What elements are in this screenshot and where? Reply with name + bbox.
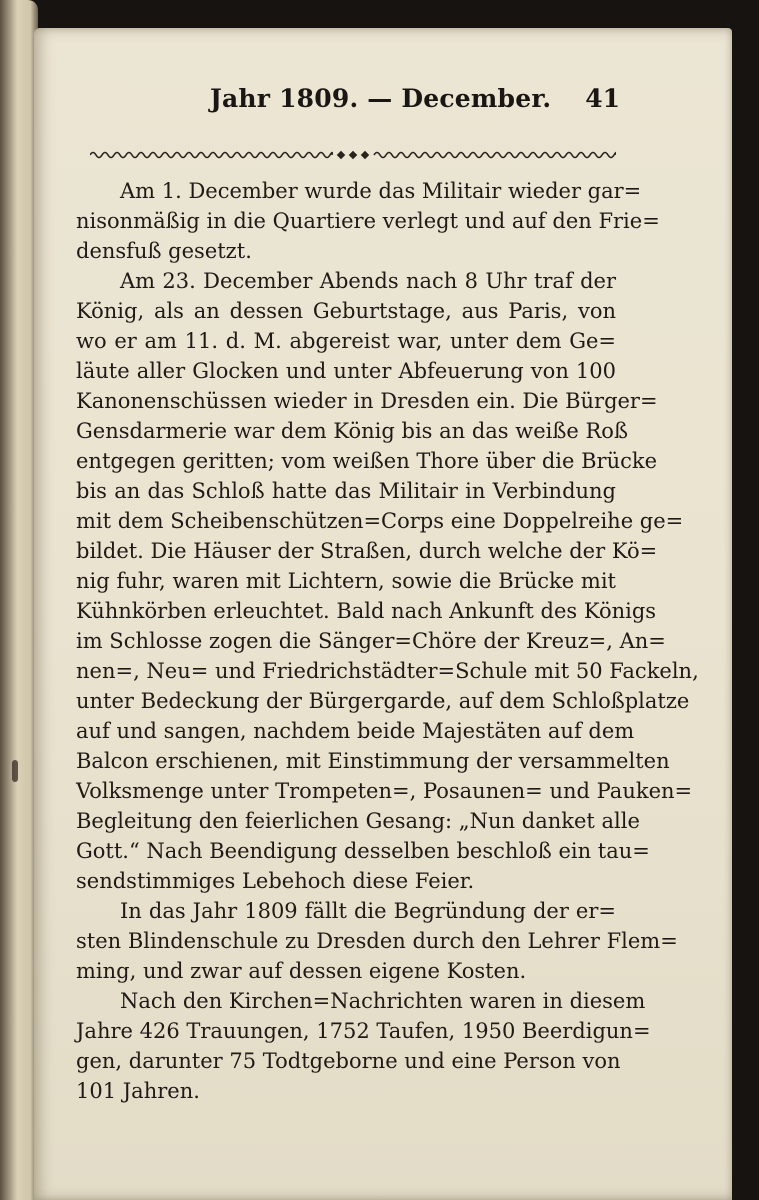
rule-center-ornament [337, 151, 369, 159]
body-text [76, 176, 699, 1106]
text-line: im Schlosse zogen die Sänger=Chöre der Kreuz=, An= [76, 629, 666, 653]
text-line: nen=, Neu= und Friedrichstädter=Schule mit 50 Fackeln, [76, 659, 699, 683]
running-title: Jahr 1809. — December. [210, 84, 552, 113]
text-line: Jahre 426 Trauungen, 1752 Taufen, 1950 Beerdigun= [76, 1019, 651, 1043]
text-line: Nach den Kirchen=Nachrichten waren in diesem [120, 989, 646, 1013]
text-line: sten Blindenschule zu Dresden durch den Lehrer Flem= [76, 929, 678, 953]
text-line: Kanonenschüssen wieder in Dresden ein. Die Bürger= [76, 389, 658, 413]
page-number: 41 [585, 84, 620, 113]
text-line: gen, darunter 75 Todtgeborne und eine Person von [76, 1049, 621, 1073]
text-line: nisonmäßig in die Quartiere verlegt und auf den Frie= [76, 209, 660, 233]
text-line: In das Jahr 1809 fällt die Begründung der er= [120, 899, 616, 923]
text-line: Am 1. December wurde das Militair wieder gar= [120, 179, 642, 203]
text-line: ming, und zwar auf dessen eigene Kosten. [76, 959, 527, 983]
text-line: nig fuhr, waren mit Lichtern, sowie die Brücke mit [76, 569, 616, 593]
text-line: bis an das Schloß hatte das Militair in Verbindung [76, 479, 616, 503]
text-line: mit dem Scheibenschützen=Corps eine Doppelreihe ge= [76, 509, 684, 533]
text-line: Begleitung den feierlichen Gesang: „Nun danket alle [76, 809, 640, 833]
text-line: Gensdarmerie war dem König bis an das weiße Roß [76, 419, 628, 443]
text-line: sendstimmiges Lebehoch diese Feier. [76, 869, 475, 893]
text-line: König, als an dessen Geburtstage, aus Paris, von [76, 299, 616, 323]
page-blemish [12, 760, 18, 782]
text-line: 101 Jahren. [76, 1079, 200, 1103]
ornamental-rule [90, 148, 616, 162]
text-line: Volksmenge unter Trompeten=, Posaunen= und Pauken= [76, 779, 693, 803]
text-line: läute aller Glocken und unter Abfeuerung von 100 [76, 359, 616, 383]
page-header [90, 84, 620, 120]
text-line: entgegen geritten; vom weißen Thore über die Brücke [76, 449, 658, 473]
text-line: Balcon erschienen, mit Einstimmung der versammelten [76, 749, 670, 773]
text-line: unter Bedeckung der Bürgergarde, auf dem Schloßplatze [76, 689, 690, 713]
text-line: Kühnkörben erleuchtet. Bald nach Ankunft des Königs [76, 599, 657, 623]
text-line: bildet. Die Häuser der Straßen, durch welche der Kö= [76, 539, 658, 563]
text-line: auf und sangen, nachdem beide Majestäten auf dem [76, 719, 635, 743]
facing-page-edge [0, 0, 38, 1200]
text-line: Gott.“ Nach Beendigung desselben beschloß ein tau= [76, 839, 650, 863]
text-line: Am 23. December Abends nach 8 Uhr traf der [120, 269, 616, 293]
text-line: wo er am 11. d. M. abgereist war, unter dem Ge= [76, 329, 616, 353]
text-line: densfuß gesetzt. [76, 239, 252, 263]
